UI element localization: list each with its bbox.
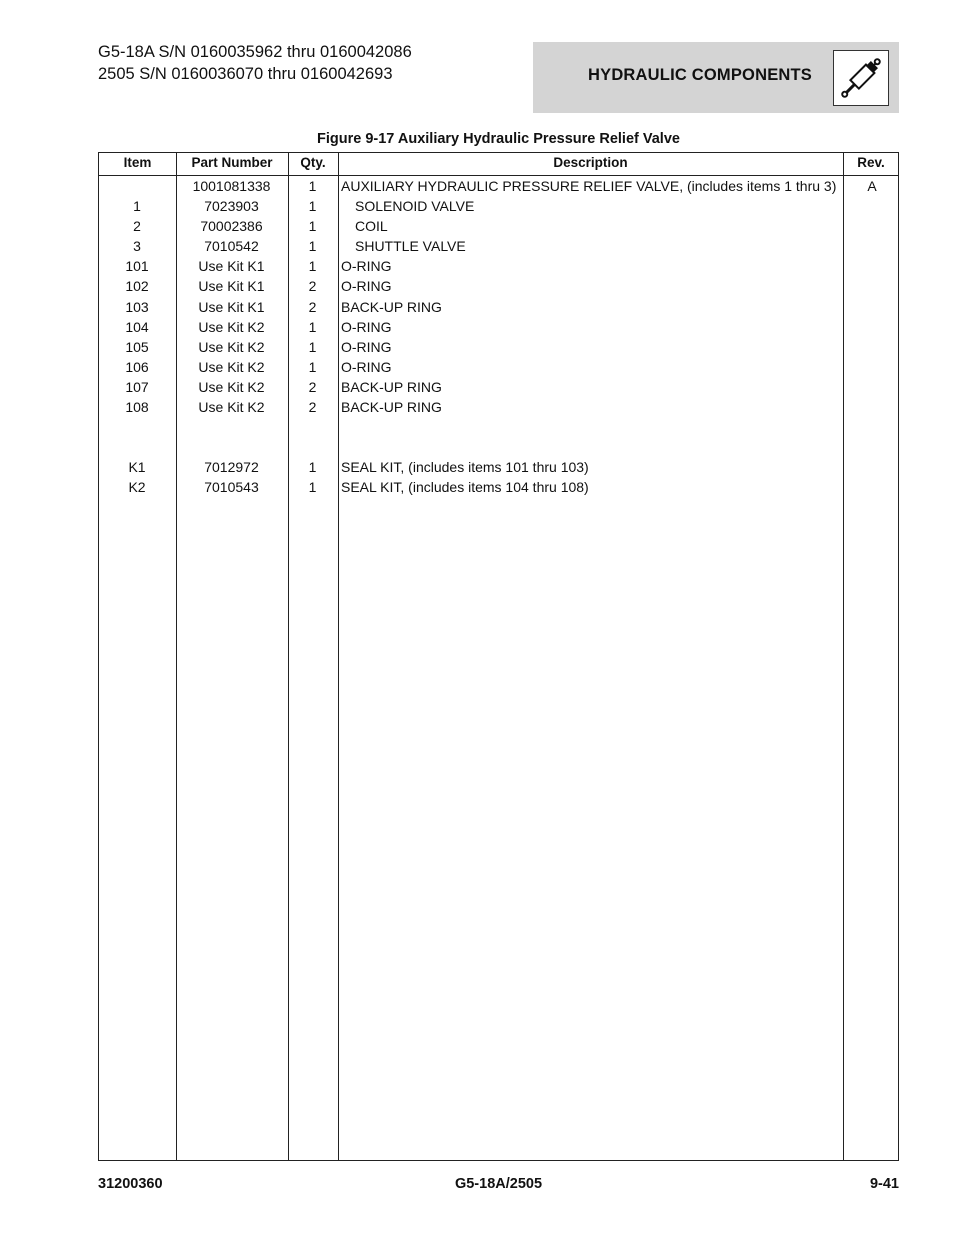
table-row <box>99 176 898 196</box>
table-row <box>99 276 898 296</box>
description-cell: O-RING <box>341 278 392 295</box>
qty-cell: 1 <box>308 238 317 255</box>
table-row <box>99 256 898 276</box>
section-tab <box>533 42 899 113</box>
table-row <box>99 437 898 457</box>
qty-cell: 1 <box>308 358 317 375</box>
description-cell: BACK-UP RING <box>341 399 442 416</box>
column-header-part-number: Part Number <box>191 155 273 170</box>
table-row <box>99 297 898 317</box>
figure-title: Figure 9-17 Auxiliary Hydraulic Pressure Relief Valve <box>317 131 680 147</box>
item-cell: 101 <box>125 258 149 275</box>
part-number-cell: 7023903 <box>204 198 259 215</box>
qty-cell: 2 <box>308 278 317 295</box>
item-cell: 105 <box>125 338 149 355</box>
part-number-cell: Use Kit K2 <box>198 378 265 395</box>
description-cell: BACK-UP RING <box>341 378 442 395</box>
part-number-cell: 7010542 <box>204 238 259 255</box>
qty-cell: 2 <box>308 399 317 416</box>
part-number-cell: Use Kit K1 <box>198 258 265 275</box>
table-row <box>99 216 898 236</box>
table-row <box>99 357 898 377</box>
description-cell: SEAL KIT, (includes items 101 thru 103) <box>341 459 589 476</box>
qty-cell: 1 <box>308 218 317 235</box>
column-header-description: Description <box>553 155 628 170</box>
item-cell: 2 <box>133 218 141 235</box>
table-row <box>99 236 898 256</box>
part-number-cell: Use Kit K2 <box>198 358 265 375</box>
table-row <box>99 457 898 477</box>
description-cell: O-RING <box>341 358 392 375</box>
qty-cell: 1 <box>308 178 317 194</box>
part-number-cell: 7012972 <box>204 459 259 476</box>
part-number-cell: Use Kit K2 <box>198 338 265 355</box>
column-header-rev: Rev. <box>857 155 885 170</box>
footer-model: G5-18A/2505 <box>454 1176 543 1192</box>
table-row <box>99 417 898 437</box>
rev-cell: A <box>867 178 877 194</box>
table-row <box>99 477 898 497</box>
table-row <box>99 196 898 216</box>
table-row <box>99 317 898 337</box>
description-cell: SOLENOID VALVE <box>355 198 475 215</box>
table-row <box>99 397 898 417</box>
table-row <box>99 377 898 397</box>
item-cell: 107 <box>125 378 149 395</box>
item-cell: 103 <box>125 298 149 315</box>
description-cell: SHUTTLE VALVE <box>355 238 466 255</box>
part-number-cell: 70002386 <box>200 218 263 235</box>
part-number-cell: Use Kit K2 <box>198 399 265 416</box>
item-cell: K1 <box>128 459 146 476</box>
qty-cell: 1 <box>308 258 317 275</box>
footer-page-number: 9-41 <box>869 1176 899 1192</box>
description-cell: AUXILIARY HYDRAULIC PRESSURE RELIEF VALVE, (includes items 1 thru 3) <box>341 178 837 194</box>
item-cell: 3 <box>133 238 141 255</box>
description-cell: SEAL KIT, (includes items 104 thru 108) <box>341 479 589 496</box>
footer-doc-number: 31200360 <box>98 1176 163 1192</box>
item-cell: 108 <box>125 399 149 416</box>
table-row <box>99 337 898 357</box>
qty-cell: 1 <box>308 198 317 215</box>
description-cell: O-RING <box>341 258 392 275</box>
description-cell: O-RING <box>341 318 392 335</box>
model-line-1: G5-18A S/N 0160035962 thru 0160042086 <box>98 43 412 61</box>
parts-table <box>98 152 899 1161</box>
description-cell: BACK-UP RING <box>341 298 442 315</box>
section-title: HYDRAULIC COMPONENTS <box>588 66 813 84</box>
part-number-cell: Use Kit K1 <box>198 298 265 315</box>
qty-cell: 1 <box>308 479 317 496</box>
item-cell: 106 <box>125 358 149 375</box>
model-line-2: 2505 S/N 0160036070 thru 0160042693 <box>98 65 393 83</box>
item-cell: K2 <box>128 479 146 496</box>
hydraulic-cylinder-icon <box>833 50 889 106</box>
column-header-qty: Qty. <box>300 155 326 170</box>
part-number-cell: Use Kit K2 <box>198 318 265 335</box>
qty-cell: 1 <box>308 318 317 335</box>
model-serial-header <box>98 41 412 85</box>
qty-cell: 2 <box>308 298 317 315</box>
qty-cell: 1 <box>308 338 317 355</box>
part-number-cell: 7010543 <box>204 479 259 496</box>
description-cell: O-RING <box>341 338 392 355</box>
description-cell: COIL <box>355 218 388 235</box>
part-number-cell: 1001081338 <box>192 178 271 194</box>
item-cell: 102 <box>125 278 149 295</box>
qty-cell: 2 <box>308 378 317 395</box>
item-cell: 104 <box>125 318 149 335</box>
table-body <box>99 176 898 498</box>
part-number-cell: Use Kit K1 <box>198 278 265 295</box>
column-header-item: Item <box>123 155 152 170</box>
qty-cell: 1 <box>308 459 317 476</box>
item-cell: 1 <box>133 198 141 215</box>
